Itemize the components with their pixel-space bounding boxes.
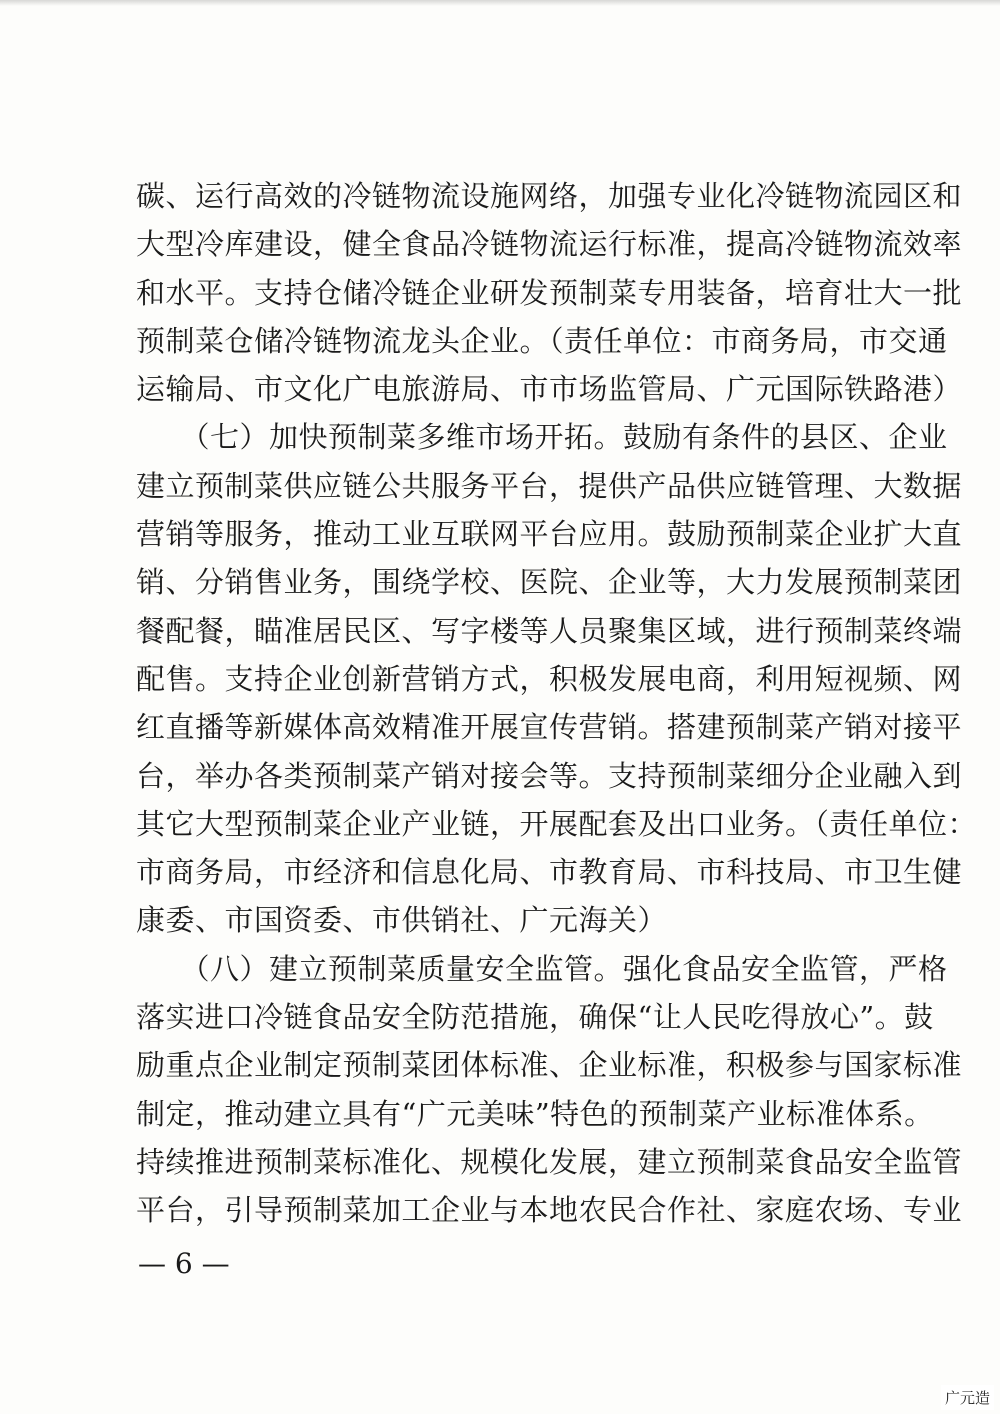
text-line: 落实进口冷链食品安全防范措施，确保“让人民吃得放心”。鼓 [136, 1000, 934, 1035]
text-line: 建立预制菜供应链公共服务平台，提供产品供应链管理、大数据 [136, 468, 963, 503]
page-number: — 6 — [138, 1247, 230, 1280]
text-line: 营销等服务，推动工业互联网平台应用。鼓励预制菜企业扩大直 [136, 517, 963, 552]
text-line: 励重点企业制定预制菜团体标准、企业标准，积极参与国家标准 [136, 1048, 963, 1083]
text-line: 康委、市国资委、市供销社、广元海关） [136, 903, 668, 938]
scan-top-edge [0, 0, 1000, 6]
section-heading-line: （八）建立预制菜质量安全监管。强化食品安全监管，严格 [136, 951, 948, 986]
text-line: 和水平。支持仓储冷链企业研发预制菜专用装备，培育壮大一批 [136, 275, 963, 310]
watermark-label: 广元造 [941, 1385, 994, 1410]
section-heading-line: （七）加快预制菜多维市场开拓。鼓励有条件的县区、企业 [136, 420, 948, 455]
text-line: 制定，推动建立具有“广元美味”特色的预制菜产业标准体系。 [136, 1096, 934, 1131]
text-line: 红直播等新媒体高效精准开展宣传营销。搭建预制菜产销对接平 [136, 710, 963, 745]
text-line: 平台，引导预制菜加工企业与本地农民合作社、家庭农场、专业 [136, 1193, 963, 1228]
text-line: 台，举办各类预制菜产销对接会等。支持预制菜细分企业融入到 [136, 758, 963, 793]
body-text [136, 172, 978, 1235]
text-line: 市商务局，市经济和信息化局、市教育局、市科技局、市卫生健 [136, 855, 963, 890]
text-line: 配售。支持企业创新营销方式，积极发展电商，利用短视频、网 [136, 661, 963, 696]
text-line: 销、分销售业务，围绕学校、医院、企业等，大力发展预制菜团 [136, 565, 963, 600]
text-line: 碳、运行高效的冷链物流设施网络，加强专业化冷链物流园区和 [136, 179, 963, 213]
text-line: 运输局、市文化广电旅游局、市市场监管局、广元国际铁路港） [136, 372, 963, 407]
text-line: 其它大型预制菜企业产业链，开展配套及出口业务。（责任单位： [136, 806, 978, 841]
text-line: 大型冷库建设，健全食品冷链物流运行标准，提高冷链物流效率 [136, 227, 963, 262]
text-line: 餐配餐，瞄准居民区、写字楼等人员聚集区域，进行预制菜终端 [136, 613, 963, 648]
text-line: 持续推进预制菜标准化、规模化发展，建立预制菜食品安全监管 [136, 1144, 963, 1179]
text-line: 预制菜仓储冷链物流龙头企业。（责任单位：市商务局，市交通 [136, 323, 948, 358]
